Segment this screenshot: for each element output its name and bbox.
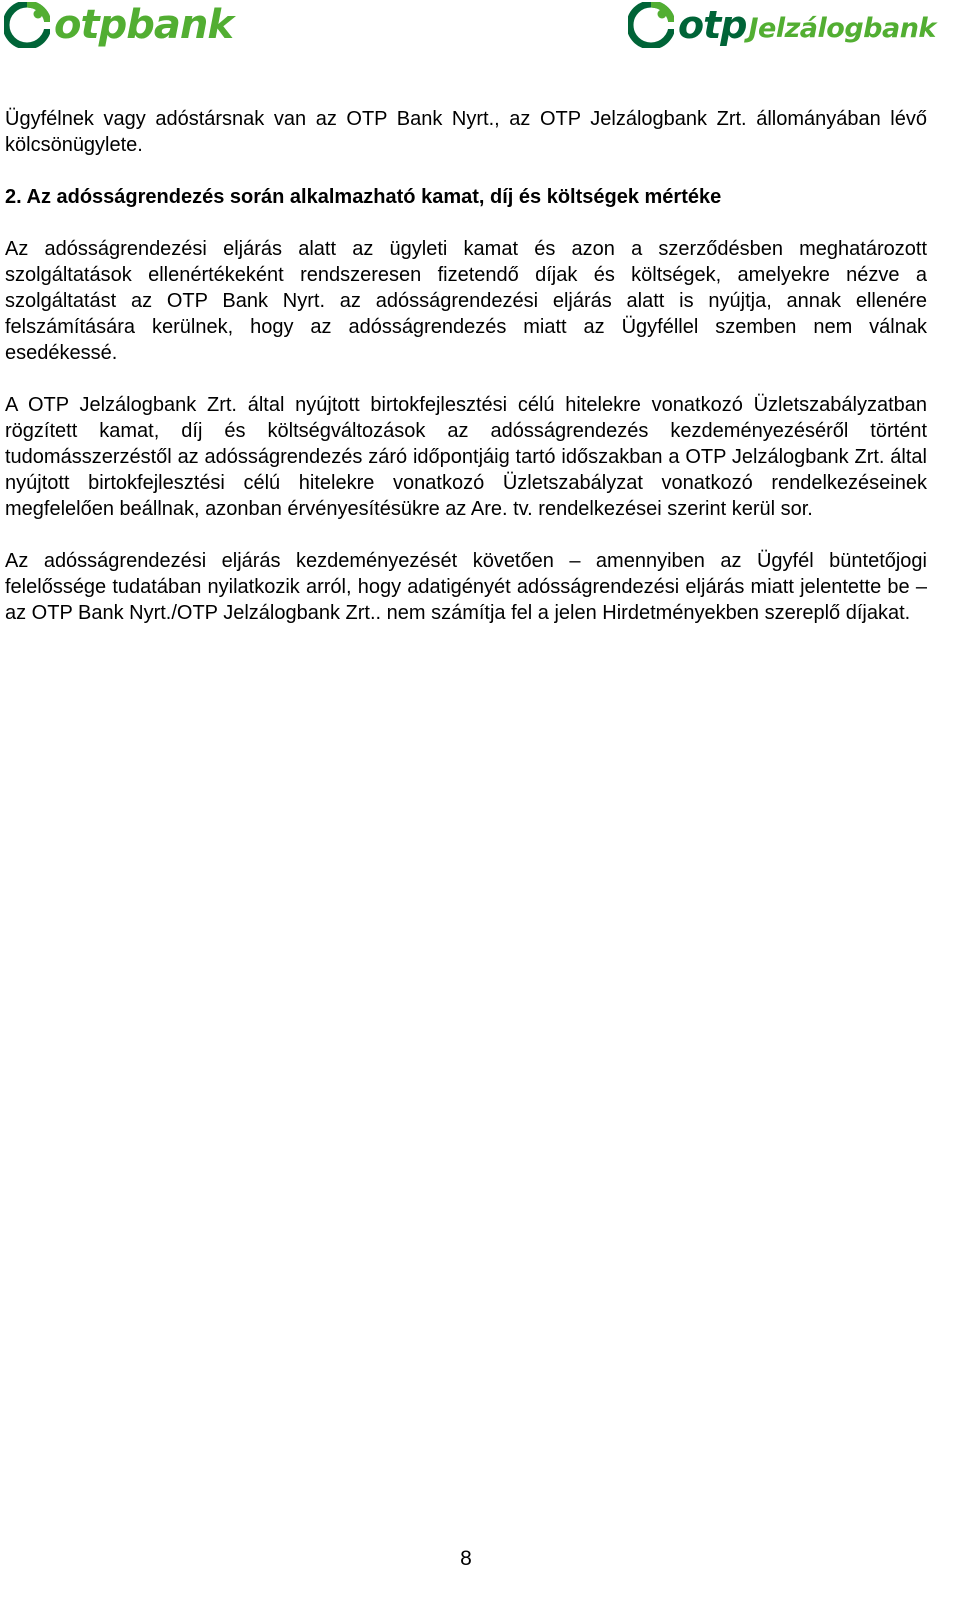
otpbank-logo: [4, 2, 233, 48]
otp-jelzalogbank-logo: [628, 2, 936, 48]
paragraph-fee-waiver: Az adósságrendezési eljárás kezdeményezését követően – amennyiben az Ügyfél büntetőjogi felelőssége tudatában nyilatkozik arról, hogy adatigényét adósságrendezési eljárás miatt jelentette be – az OTP Bank Nyrt./OTP Jelzálogbank Zrt.. nem számítja fel a jelen Hirdetményekben szereplő díjakat.: [5, 550, 927, 624]
otp-jelzalogbank-logo-main: otp: [678, 3, 747, 47]
page-number: 8: [460, 1547, 472, 1570]
otp-logo-mark-icon: [4, 2, 50, 48]
intro-paragraph: Ügyfélnek vagy adóstársnak van az OTP Bank Nyrt., az OTP Jelzálogbank Zrt. állományában lévő kölcsönügylete.: [5, 108, 927, 156]
otpbank-logo-text: otpbank: [54, 2, 233, 48]
page-header: [0, 0, 960, 60]
paragraph-jelzalogbank-rules: A OTP Jelzálogbank Zrt. által nyújtott birtokfejlesztési célú hitelekre vonatkozó Üzletszabályzatban rögzített kamat, díj és költségváltozások az adósságrendezés kezdeményezéséről történt tudomásszerzéstől az adósságrendezés záró időpontjáig tartó időszakban a OTP Jelzálogbank Zrt. által nyújtott birtokfejlesztési célú hitelekre vonatkozó Üzletszabályzat vonatkozó rendelkezéseinek megfelelően beállnak, azonban érvényesítésükre az Are. tv. rendelkezései szerint kerül sor.: [5, 394, 927, 520]
otp-jelzalogbank-logo-sub: Jelzálogbank: [748, 12, 936, 44]
otp-logo-mark-icon: [628, 2, 674, 48]
section-heading: 2. Az adósságrendezés során alkalmazható kamat, díj és költségek mértéke: [5, 186, 722, 208]
document-body: [5, 106, 927, 626]
paragraph-interest-fees: Az adósságrendezési eljárás alatt az ügyleti kamat és azon a szerződésben meghatározott szolgáltatások ellenértékeként rendszeresen fizetendő díjak és költségek, amelyekre nézve a szolgáltatást az OTP Bank Nyrt. az adósságrendezési eljárás alatt is nyújtja, annak ellenére felszámítására kerülnek, hogy az adósságrendezés miatt az Ügyféllel szemben nem válnak esedékessé.: [5, 238, 927, 364]
